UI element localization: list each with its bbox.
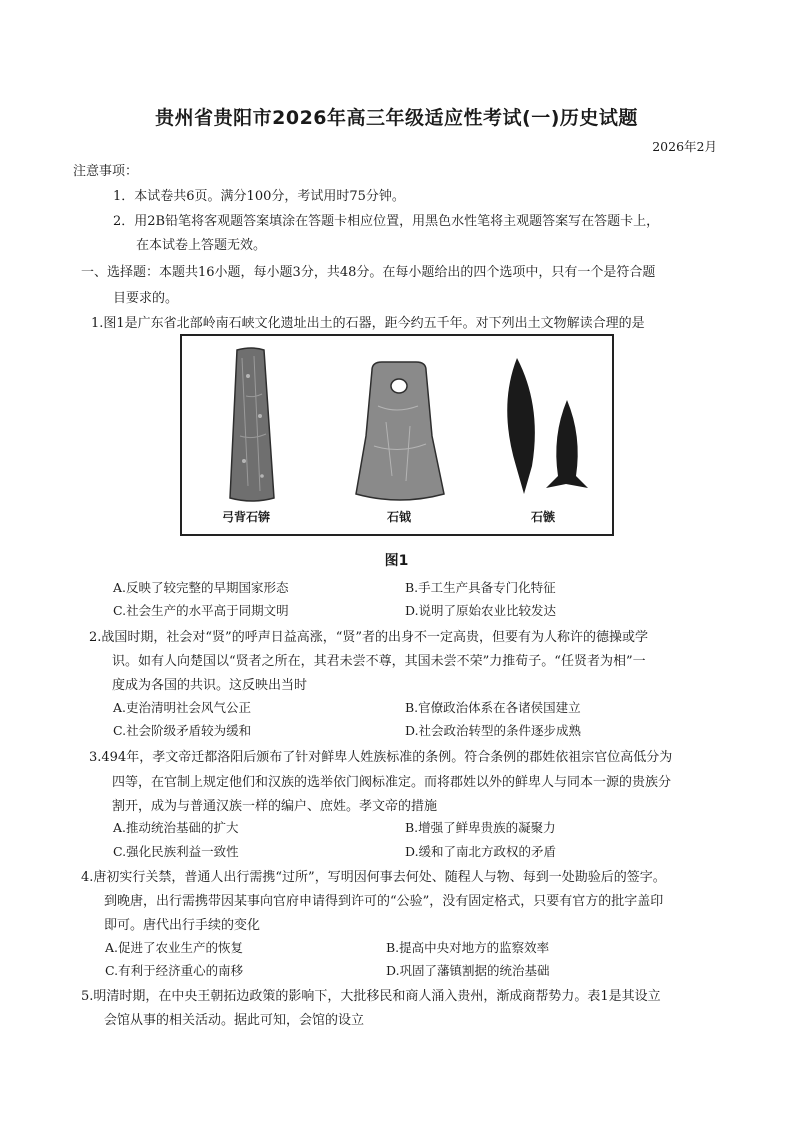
figure-label-arrowhead: 石镞 [531, 510, 556, 524]
q2-option-b: B.官僚政治体系在各诸侯国建立 [405, 700, 581, 715]
exam-date: 2026年2月 [652, 139, 717, 154]
exam-title: 贵州省贵阳市2026年高三年级适应性考试(一)历史试题 [155, 107, 638, 129]
q4-stem-line-1: 4.唐初实行关禁，普通人出行需携“过所”，写明因何事去何处、随程人与物、每到一处勘验后的签字。 [81, 870, 666, 885]
q3-option-a: A.推动统治基础的扩大 [113, 820, 239, 835]
stone-axe-image [356, 362, 444, 500]
q3-option-c: C.强化民族利益一致性 [113, 844, 239, 859]
notice-item-2-cont: 在本试卷上答题无效。 [136, 238, 267, 253]
q2-stem-line-1: 2.战国时期，社会对“贤”的呼声日益高涨，“贤”者的出身不一定高贵，但要有为人称许的德操或学 [89, 630, 648, 645]
stone-arrowheads-image [507, 358, 588, 494]
q1-option-b: B.手工生产具备专门化特征 [405, 580, 556, 595]
figure-1-caption: 图1 [384, 553, 409, 569]
q2-stem-line-2: 识。如有人向楚国以“贤者之所在，其君未尝不尊，其国未尝不荣”力推荀子。“任贤者为相”一 [112, 654, 646, 669]
q4-option-c: C.有利于经济重心的南移 [105, 963, 244, 978]
section-heading: 一、选择题：本题共16小题，每小题3分，共48分。在每小题给出的四个选项中，只有一个是符合题 [81, 265, 656, 280]
q2-stem-line-3: 度成为各国的共识。这反映出当时 [112, 678, 308, 693]
q1-option-d: D.说明了原始农业比较发达 [405, 603, 557, 618]
q3-stem-line-3: 割开，成为与普通汉族一样的编户、庶姓。孝文帝的措施 [112, 799, 438, 814]
section-heading-cont: 目要求的。 [113, 291, 179, 306]
q2-option-c: C.社会阶级矛盾较为缓和 [113, 723, 252, 738]
q4-option-a: A.促进了农业生产的恢复 [105, 940, 244, 955]
stone-tools-image [182, 336, 612, 534]
q4-option-d: D.巩固了藩镇割据的统治基础 [386, 963, 550, 978]
q2-option-a: A.吏治清明社会风气公正 [113, 700, 252, 715]
figure-1-box [180, 334, 614, 536]
figure-label-adze: 弓背石锛 [222, 510, 271, 524]
stone-adze-image [230, 348, 274, 501]
q1-stem: 1.图1是广东省北部岭南石峡文化遗址出土的石器，距今约五千年。对下列出土文物解读合理的是 [91, 316, 645, 331]
q5-stem-line-2: 会馆从事的相关活动。据此可知，会馆的设立 [104, 1013, 365, 1028]
q3-stem-line-1: 3.494年，孝文帝迁都洛阳后颁布了针对鲜卑人姓族标准的条例。符合条例的郡姓依祖宗官位高低分为 [89, 750, 673, 765]
q4-stem-line-2: 到晚唐，出行需携带因某事向官府申请得到许可的“公验”，没有固定格式，只要有官方的批字盖印 [104, 894, 664, 909]
q1-option-c: C.社会生产的水平高于同期文明 [113, 603, 289, 618]
q4-stem-line-3: 即可。唐代出行手续的变化 [104, 918, 261, 933]
q2-option-d: D.社会政治转型的条件逐步成熟 [405, 723, 582, 738]
q3-stem-line-2: 四等，在官制上规定他们和汉族的选举依门阀标准定。而将郡姓以外的鲜卑人与同本一源的贵族分 [112, 775, 672, 790]
figure-label-axe: 石钺 [387, 510, 412, 524]
q3-option-d: D.缓和了南北方政权的矛盾 [405, 844, 557, 859]
q1-option-a: A.反映了较完整的早期国家形态 [113, 580, 289, 595]
q3-option-b: B.增强了鲜卑贵族的凝聚力 [405, 820, 556, 835]
q5-stem-line-1: 5.明清时期，在中央王朝拓边政策的影响下，大批移民和商人涌入贵州，渐成商帮势力。表1是其设立 [81, 989, 661, 1004]
q4-option-b: B.提高中央对地方的监察效率 [386, 940, 550, 955]
notice-heading: 注意事项： [73, 164, 139, 179]
notice-item-1: 1．本试卷共6页。满分100分，考试用时75分钟。 [113, 189, 405, 204]
notice-item-2: 2．用2B铅笔将客观题答案填涂在答题卡相应位置，用黑色水性笔将主观题答案写在答题卡上， [113, 214, 660, 229]
